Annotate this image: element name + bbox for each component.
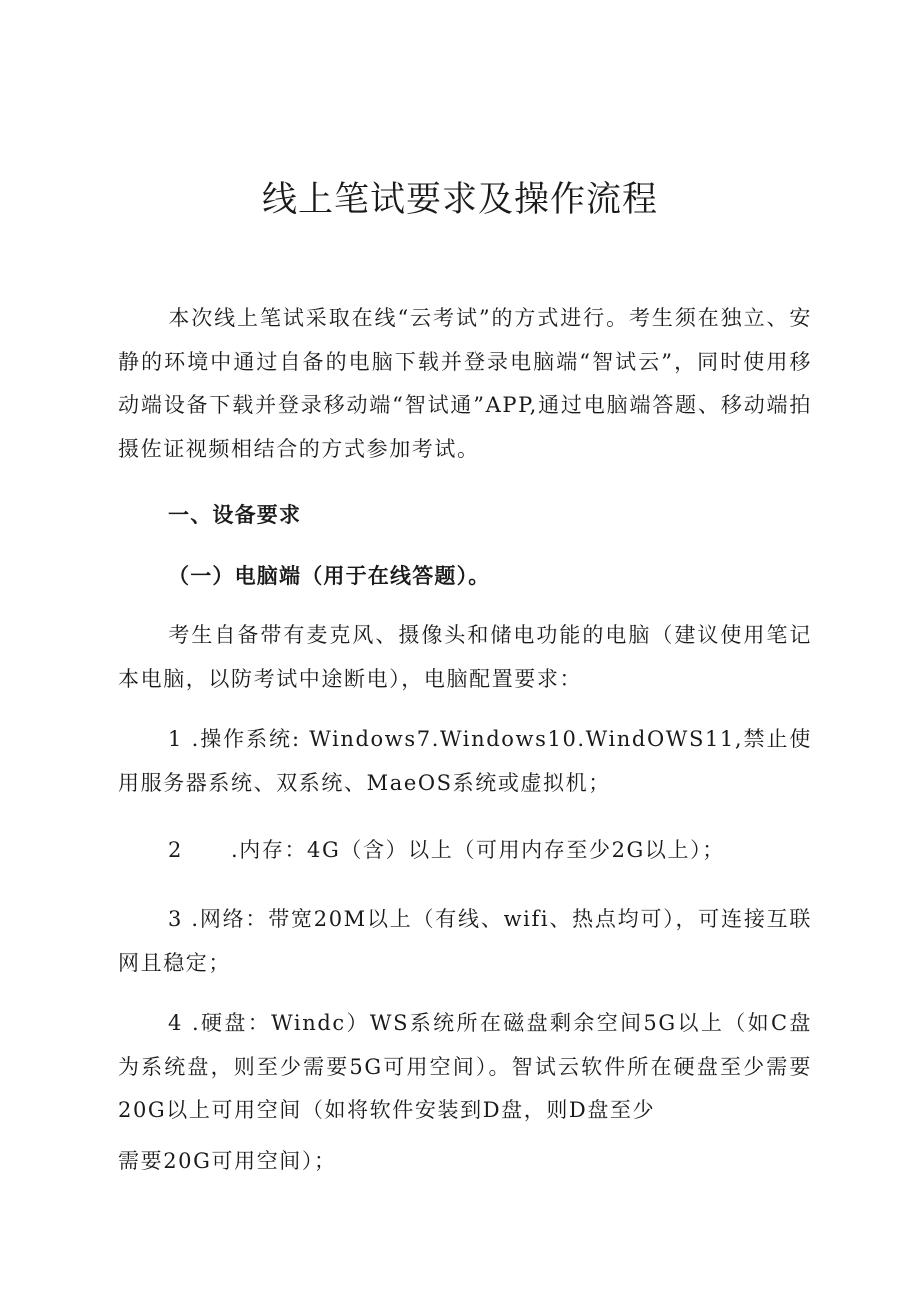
- requirement-item-memory: [168, 835, 725, 865]
- requirement-item-memory-number: 2: [168, 838, 183, 862]
- requirement-item-memory-text: .内存：4G（含）以上（可用内存至少2G以上）；: [230, 838, 725, 862]
- section-heading-equipment: 一、设备要求: [168, 502, 302, 527]
- pc-requirements-paragraph: [118, 614, 812, 701]
- requirement-item-network-text: 3 .网络：带宽20M以上（有线、wifi、热点均可），可连接互联网且稳定；: [118, 907, 812, 975]
- requirement-item-os-text: 1 .操作系统: Windows7.Windows10.WindOWS11,禁止使用服务器系统、双系统、MaeOS系统或虚拟机；: [118, 727, 812, 795]
- pc-requirements-text: 考生自备带有麦克风、摄像头和储电功能的电脑（建议使用笔记本电脑，以防考试中途断电），电脑配置要求：: [118, 623, 812, 691]
- requirement-item-disk: [118, 1002, 812, 1133]
- requirement-item-os: [118, 718, 812, 805]
- requirement-item-disk-continued: 需要20G可用空间）；: [118, 1149, 337, 1173]
- document-title: 线上笔试要求及操作流程: [261, 180, 658, 220]
- intro-paragraph: [118, 297, 812, 472]
- intro-text: 本次线上笔试采取在线“云考试”的方式进行。考生须在独立、安静的环境中通过自备的电脑下载并登录电脑端“智试云”，同时使用移动端设备下载并登录移动端“智试通”APP,通过电脑端答题、移动端拍摄佐证视频相结合的方式参加考试。: [118, 306, 812, 462]
- subsection-heading-pc: （一）电脑端（用于在线答题）。: [168, 563, 491, 588]
- requirement-item-disk-text: 4 .硬盘：Windc）WS系统所在磁盘剩余空间5G以上（如C盘为系统盘，则至少需要5G可用空间）。智试云软件所在硬盘至少需要20G以上可用空间（如将软件安装到D盘，则D盘至少: [118, 1011, 812, 1123]
- requirement-item-network: [118, 898, 812, 985]
